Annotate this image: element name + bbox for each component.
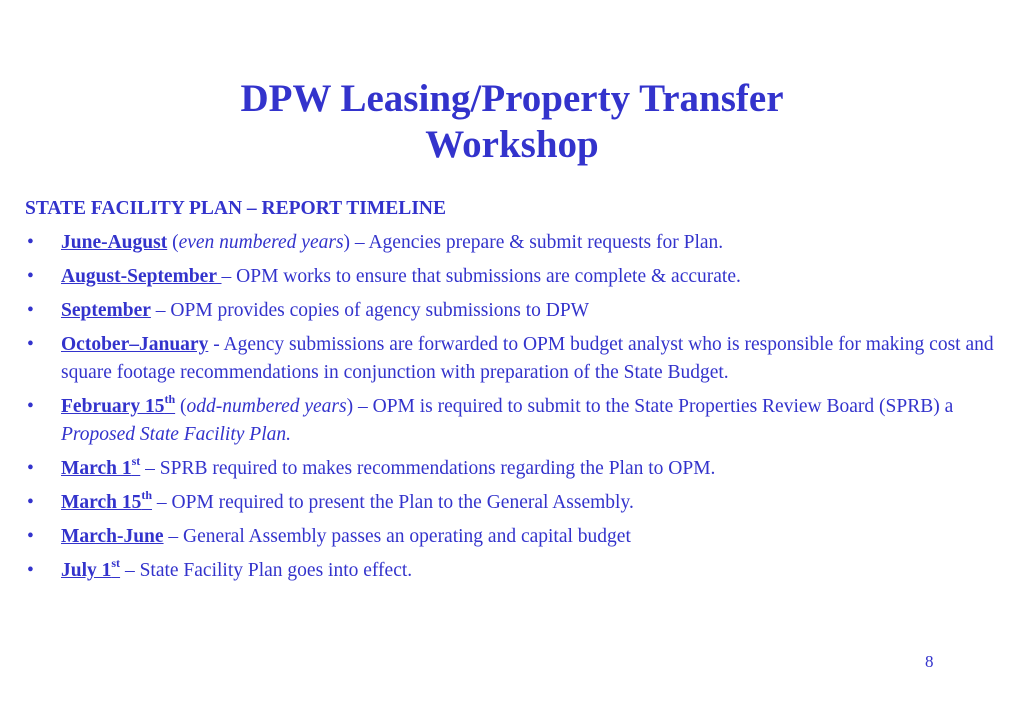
- timeline-term: July 1st: [61, 555, 121, 581]
- timeline-term: September: [61, 300, 151, 321]
- list-item: • March 1st – SPRB required to makes recommendations regarding the Plan to OPM.: [25, 455, 1010, 483]
- list-item: • September – OPM provides copies of agency submissions to DPW: [25, 297, 1010, 325]
- list-item: • July 1st – State Facility Plan goes into effect.: [25, 557, 1010, 585]
- bullet-icon: •: [27, 300, 34, 321]
- timeline-term: February 15th: [61, 391, 176, 417]
- page-number: 8: [925, 652, 934, 671]
- timeline-term: March 15th: [61, 487, 153, 513]
- list-item: • March 15th – OPM required to present the Plan to the General Assembly.: [25, 489, 1010, 517]
- list-item: • March-June – General Assembly passes an operating and capital budget: [25, 523, 1010, 551]
- bullet-icon: •: [27, 396, 34, 417]
- list-item: • August-September – OPM works to ensure that submissions are complete & accurate.: [25, 263, 1010, 291]
- timeline-term: October–January: [61, 334, 209, 355]
- list-item: • February 15th (odd-numbered years) – OPM is required to submit to the State Properties Review Board (SPRB) a Proposed State Facility Plan.: [27, 391, 954, 445]
- bullet-icon: •: [27, 266, 34, 287]
- list-item: • June-August (even numbered years) – Agencies prepare & submit requests for Plan.: [25, 229, 1010, 257]
- title-line-1: DPW Leasing/Property Transfer: [240, 77, 784, 120]
- timeline-term: June-August: [61, 232, 168, 253]
- timeline-term: March 1st: [61, 453, 141, 479]
- bullet-icon: •: [27, 334, 34, 355]
- timeline-term: March-June: [61, 526, 164, 547]
- bullet-icon: •: [27, 560, 34, 581]
- list-item: • October–January - Agency submissions are forwarded to OPM budget analyst who is responsible for making cost and square footage recommendations in conjunction with preparation of the State Budget.: [25, 331, 1010, 387]
- timeline-term: August-September: [61, 266, 222, 287]
- timeline-list: [25, 229, 1010, 585]
- slide-content: [25, 195, 1010, 591]
- bullet-icon: •: [27, 232, 34, 253]
- bullet-icon: •: [27, 492, 34, 513]
- bullet-icon: •: [27, 458, 34, 479]
- bullet-icon: •: [27, 526, 34, 547]
- title-line-2: Workshop: [425, 123, 599, 166]
- section-heading: STATE FACILITY PLAN – REPORT TIMELINE: [25, 198, 446, 219]
- slide-title: [0, 76, 1024, 168]
